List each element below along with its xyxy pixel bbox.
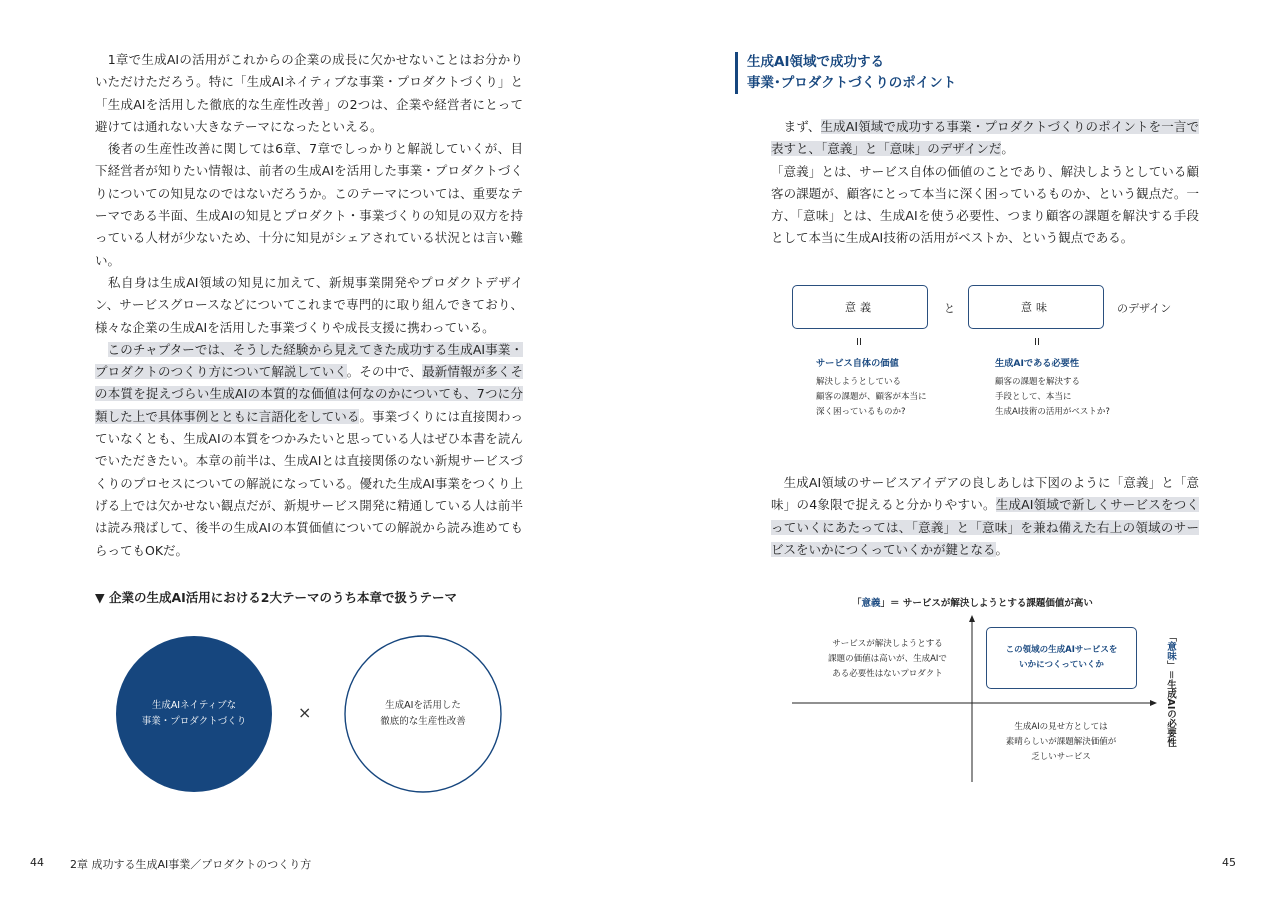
circle-right-label: 生成AIを活用した 徹底的な生産性改善 xyxy=(380,700,466,727)
horizontal-arrowhead xyxy=(1150,700,1157,706)
text-run: まず、 xyxy=(771,119,821,134)
times-sign: × xyxy=(298,703,312,722)
paragraph xyxy=(95,339,523,562)
paragraph xyxy=(771,472,1199,561)
text-run: 私自身は生成AI領域の知見に加えて、新規事業開発やプロダクトデザイン、サービスグロースなどについてこれまで専門的に取り組んできており、様々な企業の生成AIを活用した事業づくりや成長支援に携わっている。 xyxy=(95,274,523,335)
upper-right-quadrant-box: この領域の生成AIサービスを いかにつくっていくか xyxy=(986,627,1137,689)
paragraph xyxy=(95,138,523,272)
equals-right: II xyxy=(1034,337,1040,348)
right-body-mid xyxy=(771,472,1199,561)
section-heading: 生成AI領域で成功する 事業･プロダクトづくりのポイント xyxy=(735,52,956,94)
paragraph xyxy=(95,49,523,138)
upper-left-quadrant: サービスが解決しようとする 課題の価値は高いが、生成AIで ある必要性はないプロダクト xyxy=(828,639,947,679)
circle-left-label: 生成AIネイティブな 事業・プロダクトづくり xyxy=(141,700,247,727)
text-run xyxy=(95,342,108,357)
right-paragraphs-top xyxy=(771,116,1199,250)
right-body-top xyxy=(771,116,1199,250)
equals-left: II xyxy=(856,337,862,348)
vertical-arrowhead xyxy=(969,615,975,622)
design-suffix: のデザイン xyxy=(1117,302,1172,315)
text-run: 。その中で、 xyxy=(346,364,423,380)
paragraph xyxy=(95,272,523,339)
lower-right-quadrant: 生成AIの見せ方としては 素晴らしいが課題解決価値が 乏しいサービス xyxy=(1005,722,1117,762)
left-page-number: 44 xyxy=(30,856,44,869)
quadrant-right-label: 「意味」＝生成AIの必要性 xyxy=(1165,632,1176,748)
right-explanation: 生成AIである必要性 顧客の課題を解決する 手段として、本当に 生成AI技術の活用がベストか? xyxy=(995,358,1110,417)
text-run: 。事業づくりには直接関わっていなくとも、生成AIの本質をつかみたいと思っている人はぜひ本書を読んでいただきたい。本章の前半は、生成AIとは直接関係のない新規サービスづくりのプロセスについての解説になっている。優れた生成AI事業をつくり上げる上では欠かせない観点だが、新規サービス開発に精通している人は前半は読み飛ばして、後半の生成AIの本質価値についての解説から読み進めてもらってもOKだ。 xyxy=(95,408,523,558)
text-run: 1章で生成AIの活用がこれからの企業の成長に欠かせないことはお分かりいただけただろう。特に「生成AIネイティブな事業・プロダクトづくり」と「生成AIを活用した徹底的な生産性改善」の2つは、企業や経営者にとって避けては通れない大きなテーマになったといえる。 xyxy=(95,52,523,134)
quadrant-top-label: 「意義」＝ サービスが解決しようとする課題価値が高い xyxy=(852,598,1093,609)
right-page-number: 45 xyxy=(1222,856,1236,869)
paragraph xyxy=(771,161,1199,250)
highlighted-text: 生成AI領域で新しくサービスをつくっていくにあたっては、「意義」と「意味」を兼ね備えた右上の領域のサービスをいかにつくっていくかが鍵となる xyxy=(771,497,1199,557)
figure-caption: ▼ 企業の生成AI活用における2大テーマのうち本章で扱うテーマ xyxy=(95,590,457,605)
box-imi: 意味 xyxy=(968,285,1104,329)
left-paragraphs xyxy=(95,49,523,562)
highlighted-text: 最新情報が多くその本質を捉えづらい生成AIの本質的な価値は何なのかについても、7つに分類した上で具体事例とともに言語化をしている xyxy=(95,364,523,424)
text-run: 。 xyxy=(995,541,1009,557)
text-run: 生成AI領域のサービスアイデアの良しあしは下図のように「意義」と「意味」の4象限で捉えると分かりやすい。 xyxy=(771,475,1199,513)
box-igi: 意義 xyxy=(792,285,928,329)
left-explanation: サービス自体の価値 解決しようとしている 顧客の課題が、顧客が本当に 深く困っているものか? xyxy=(816,358,927,417)
text-run: 「意義」とは、サービス自体の価値のことであり、解決しようとしている顧客の課題が、顧客にとって本当に深く困っているものか、という観点だ。一方、「意味」とは、生成AIを使う必要性、つまり顧客の課題を解決する手段として本当に生成AI技術の活用がベストか、という観点である。 xyxy=(771,163,1199,246)
text-run: 後者の生産性改善に関しては6章、7章でしっかりと解説していくが、目下経営者が知りたい情報は、前者の生成AIを活用した事業・プロダクトづくりについての知見なのではないだろうか。このテーマについては、重要なテーマである半面、生成AIの知見とプロダクト・事業づくりの知見の双方を持っている人材が少ないため、十分に知見がシェアされている状況とは言い難い。 xyxy=(95,141,523,268)
paragraph xyxy=(771,116,1199,161)
and-label: と xyxy=(944,302,955,315)
highlighted-text: このチャプターでは、そうした経験から見えてきた成功する生成AI事業・プロダクトのつくり方について解説していく xyxy=(95,341,523,380)
running-head: 2章 成功する生成AI事業／プロダクトのつくり方 xyxy=(70,858,312,871)
right-paragraphs-mid xyxy=(771,472,1199,561)
highlighted-text: 生成AI領域で成功する事業・プロダクトづくりのポイントを一言で表すと、「意義」と「意味」のデザインだ xyxy=(771,119,1199,157)
text-run: 。 xyxy=(1001,141,1014,157)
left-body-text xyxy=(95,49,523,562)
